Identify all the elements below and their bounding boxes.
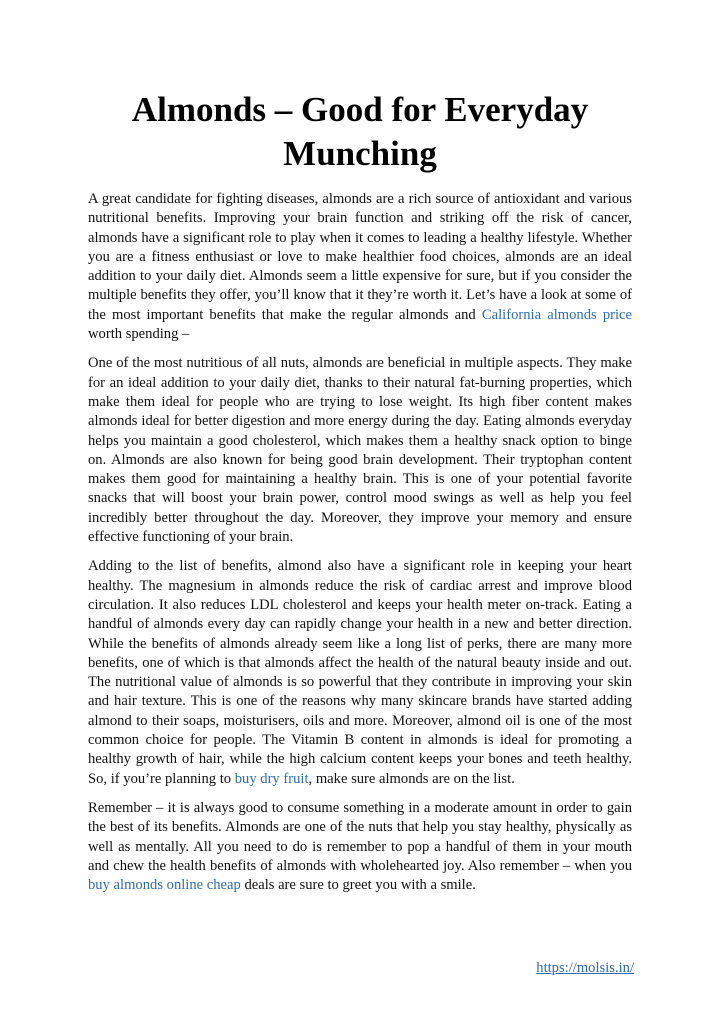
paragraph-heart-text-before: Adding to the list of benefits, almond also have a significant role in keeping your heart healthy. The magnesium in almonds reduce the risk of cardiac arrest and improve blood circulation. It also reduces LDL cholesterol and keeps your health meter on-track. Eating a handful of almonds every day can rapidly change your health in a new and better direction. While the benefits of almonds already seem like a long list of perks, there are many more benefits, one of which is that almonds affect the health of the natural beauty inside and out. The nutritional value of almonds is so powerful that they contribute in improving your skin and hair texture. This is one of the reasons why many skincare brands have started adding almond to their soaps, moisturisers, oils and more. Moreover, almond oil is one of the most common choice for people. The Vitamin B content in almonds is ideal for promoting a healthy growth of hair, while the high calcium content keeps your bones and teeth healthy. So, if you’re planning to — [88, 558, 632, 787]
paragraph-intro-text-before: A great candidate for fighting diseases, almonds are a rich source of antioxidant and various nutritional benefits. Improving your brain function and striking off the risk of cancer, almonds have a significant role to play when it comes to leading a healthy lifestyle. Whether you are a fitness enthusiast or love to make healthier food choices, almonds are an ideal addition to your daily diet. Almonds seem a little expensive for sure, but if you consider the multiple benefits they offer, you’ll know that it they’re worth it. Let’s have a look at some of the most important benefits that make the regular almonds and — [88, 191, 632, 323]
paragraph-heart-health — [88, 557, 632, 789]
page-title: Almonds – Good for Everyday Munching — [131, 90, 589, 173]
buy-dry-fruit-link[interactable]: buy dry fruit — [234, 770, 309, 787]
footer-website-link[interactable]: https://molsis.in/ — [536, 960, 634, 976]
document-page — [88, 88, 632, 905]
paragraph-intro — [88, 190, 632, 344]
california-almonds-price-link[interactable]: California almonds price — [481, 306, 632, 323]
paragraph-nutrition: One of the most nutritious of all nuts, almonds are beneficial in multiple aspects. They make for an ideal addition to your daily diet, thanks to their natural fat-burning properties, which make them ideal for people who are trying to lose weight. Its high fiber content makes almonds ideal for better digestion and more energy during the day. Eating almonds everyday helps you maintain a good cholesterol, which makes them a healthy snack option to binge on. Almonds are also known for being good brain development. Their tryptophan content makes them good for maintaining a healthy brain. This is one of your potential favorite snacks that will boost your brain power, control mood swings as well as help you feel incredibly better throughout the day. Moreover, they improve your memory and ensure effective functioning of your brain. — [88, 355, 632, 546]
paragraph-heart-text-after: , make sure almonds are on the list. — [308, 770, 515, 787]
paragraph-conclusion-text-before: Remember – it is always good to consume something in a moderate amount in order to gain the best of its benefits. Almonds are one of the nuts that help you stay healthy, physically as well as mentally. All you need to do is remember to pop a handful of them in your mouth and chew the health benefits of almonds with wholehearted joy. Also remember – when you — [88, 799, 632, 874]
paragraph-conclusion — [88, 799, 632, 895]
buy-almonds-online-cheap-link[interactable]: buy almonds online cheap — [88, 877, 241, 894]
paragraph-intro-text-after: worth spending – — [88, 326, 190, 343]
paragraph-conclusion-text-after: deals are sure to greet you with a smile. — [240, 877, 476, 894]
